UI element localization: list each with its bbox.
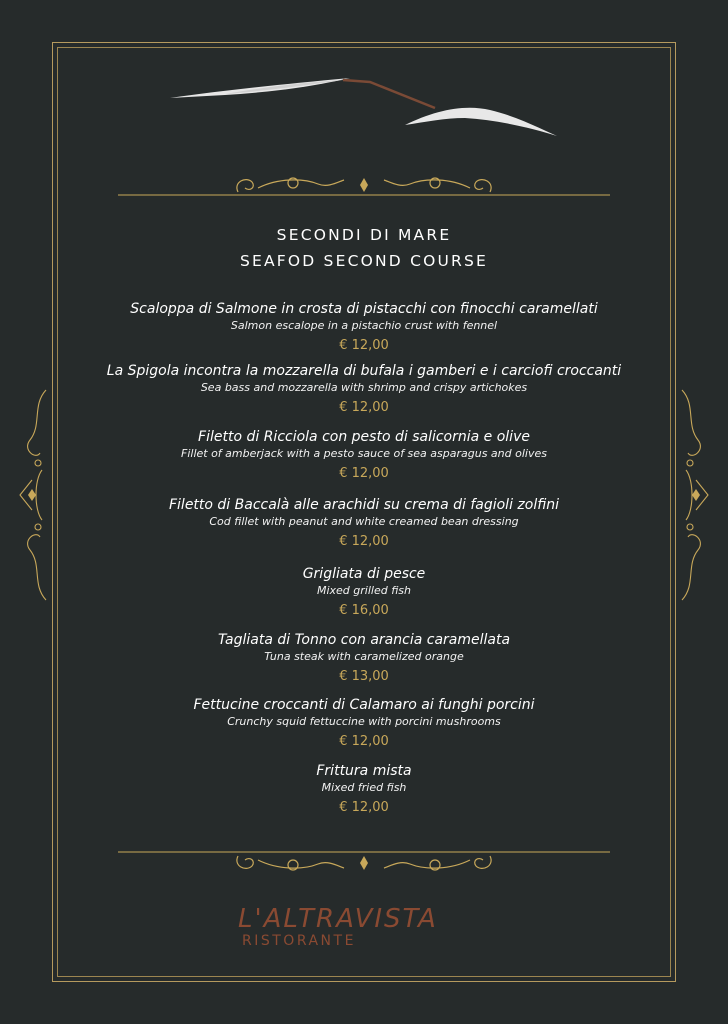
menu-item <box>0 696 728 752</box>
menu-item <box>0 300 728 356</box>
menu-item <box>0 565 728 621</box>
menu-item <box>0 496 728 552</box>
dish-description: Fillet of amberjack with a pesto sauce of sea asparagus and olives <box>181 447 547 460</box>
dish-name: Fettucine croccanti di Calamaro ai funghi porcini <box>193 697 535 713</box>
menu-item <box>0 762 728 818</box>
dish-name: Filetto di Ricciola con pesto di salicornia e olive <box>198 429 530 445</box>
dish-description: Tuna steak with caramelized orange <box>264 650 464 663</box>
side-ornament-left <box>12 385 52 605</box>
ornament-divider-top <box>118 170 610 200</box>
menu-item <box>0 631 728 687</box>
dish-price: € 12,00 <box>339 466 389 481</box>
dish-description: Mixed grilled fish <box>316 584 412 597</box>
ornament-divider-bottom <box>118 846 610 876</box>
dish-name: Grigliata di pesce <box>302 566 426 582</box>
restaurant-logo <box>238 905 438 949</box>
dish-name: La Spigola incontra la mozzarella di bufala i gamberi e i carciofi croccanti <box>106 363 622 379</box>
dish-price: € 12,00 <box>339 734 389 749</box>
dish-price: € 12,00 <box>339 400 389 415</box>
dish-price: € 12,00 <box>339 800 389 815</box>
menu-item <box>0 428 728 484</box>
dish-name: Frittura mista <box>316 763 412 779</box>
dish-price: € 13,00 <box>339 669 389 684</box>
dish-description: Salmon escalope in a pistachio crust with fennel <box>230 319 498 332</box>
dish-description: Cod fillet with peanut and white creamed bean dressing <box>209 515 519 528</box>
menu-item <box>0 362 728 418</box>
section-title-italian: SECONDI DI MARE <box>276 226 452 244</box>
dish-price: € 12,00 <box>339 534 389 549</box>
dish-description: Mixed fried fish <box>321 781 407 794</box>
dish-price: € 12,00 <box>339 338 389 353</box>
dish-description: Sea bass and mozzarella with shrimp and crispy artichokes <box>200 381 528 394</box>
dish-name: Tagliata di Tonno con arancia caramellata <box>217 632 511 648</box>
dish-description: Crunchy squid fettuccine with porcini mushrooms <box>227 715 501 728</box>
restaurant-subtitle: RISTORANTE <box>242 933 356 949</box>
restaurant-name: L'ALTRAVISTA <box>238 904 438 934</box>
dish-price: € 16,00 <box>339 603 389 618</box>
mountain-logo-graphic <box>165 70 565 145</box>
dish-name: Filetto di Baccalà alle arachidi su crema di fagioli zolfini <box>168 497 560 513</box>
section-title-english: SEAFOD SECOND COURSE <box>239 252 489 270</box>
dish-name: Scaloppa di Salmone in crosta di pistacchi con finocchi caramellati <box>130 301 598 317</box>
side-ornament-right <box>676 385 716 605</box>
